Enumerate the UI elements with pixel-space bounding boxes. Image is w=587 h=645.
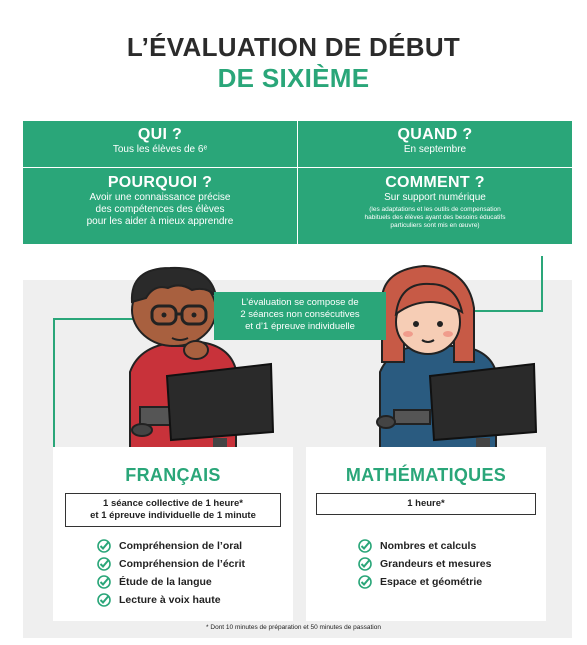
connector-line [541,256,543,312]
francais-duration-box [65,493,281,527]
quand-heading: QUAND ? [397,126,473,143]
qui-heading: QUI ? [137,126,183,143]
list-item [97,575,245,593]
list-item [97,539,245,557]
list-item-label: Lecture à voix haute [119,594,221,606]
list-item [358,575,491,593]
list-item [358,557,491,575]
maths-duration: 1 heure* [407,498,445,509]
composition-callout [214,292,386,340]
quand-text: En septembre [403,144,467,155]
comment-cell [298,174,572,230]
maths-skill-list [358,539,491,593]
francais-duration-line: 1 séance collective de 1 heure* [103,498,243,509]
comment-note-line: (les adaptations et les outils de compensation [369,206,501,213]
list-item-label: Nombres et calculs [380,540,477,552]
list-item [358,539,491,557]
pourquoi-line: des compétences des élèves [95,204,225,215]
grid-divider-horizontal [23,167,572,168]
francais-duration-line: et 1 épreuve individuelle de 1 minute [90,510,256,521]
quand-cell [298,126,572,156]
pourquoi-cell [23,174,297,228]
comment-note-line: particuliers sont mis en œuvre) [390,222,480,229]
list-item [97,593,245,611]
list-item-label: Compréhension de l’oral [119,540,243,552]
check-circle-icon [358,539,372,553]
composition-line: 2 séances non consécutives [240,309,360,320]
check-circle-icon [97,539,111,553]
maths-card [306,447,546,621]
maths-title: MATHÉMATIQUES [345,465,507,485]
connector-line [53,318,55,448]
francais-skill-list [97,539,245,611]
footnote: * Dont 10 minutes de préparation et 50 minutes de passation [206,624,381,631]
qui-cell [23,126,297,156]
list-item [97,557,245,575]
check-circle-icon [358,575,372,589]
pourquoi-line: Avoir une connaissance précise [89,192,231,203]
info-grid [23,121,572,244]
qui-text: Tous les élèves de 6ᵉ [112,144,208,155]
page-title-line-2: DE SIXIÈME [217,63,370,93]
francais-card [53,447,293,621]
francais-title: FRANÇAIS [125,465,221,485]
list-item-label: Étude de la langue [119,576,212,588]
comment-heading: COMMENT ? [385,174,485,191]
composition-line: et d’1 épreuve individuelle [245,321,355,332]
comment-note-line: habituels des élèves ayant des besoins éducatifs [364,214,506,221]
comment-text: Sur support numérique [384,192,486,203]
composition-line: L’évaluation se compose de [241,297,359,308]
list-item-label: Espace et géométrie [380,576,483,588]
page-title-line-1: L’ÉVALUATION DE DÉBUT [126,32,461,62]
check-circle-icon [358,557,372,571]
list-item-label: Grandeurs et mesures [380,558,492,570]
check-circle-icon [97,575,111,589]
pourquoi-line: pour les aider à mieux apprendre [86,216,234,227]
list-item-label: Compréhension de l’écrit [119,558,246,570]
check-circle-icon [97,557,111,571]
maths-duration-box [316,493,536,515]
check-circle-icon [97,593,111,607]
pourquoi-heading: POURQUOI ? [107,174,213,191]
